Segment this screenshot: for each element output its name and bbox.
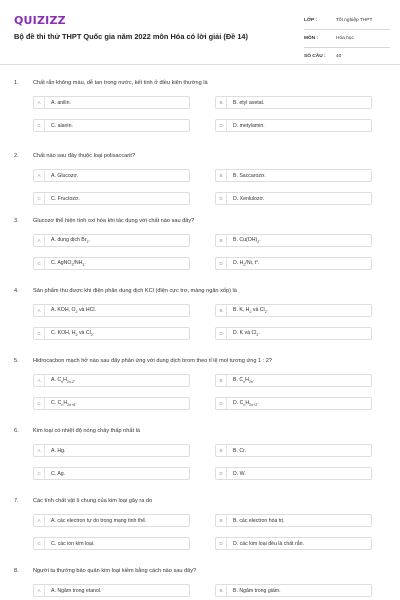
option-letter-badge: A: [34, 305, 45, 316]
option-text: B. $Cu(OH)_2$.: [233, 236, 261, 245]
question-number: 3.: [14, 218, 19, 224]
option-letter-badge: B: [216, 375, 227, 386]
option-letter-badge: C: [34, 538, 45, 549]
option-letter-badge: C: [34, 468, 45, 479]
answer-option-d[interactable]: [215, 397, 372, 410]
question-number: 6.: [14, 428, 19, 434]
answer-option-b[interactable]: [215, 96, 372, 109]
option-text: B. các electron hóa trị.: [233, 517, 285, 524]
option-letter-badge: D: [216, 328, 227, 339]
option-text: B. etyl axetat.: [233, 99, 265, 106]
option-text: A. Hg.: [51, 447, 66, 454]
answer-option-a[interactable]: [33, 234, 190, 247]
option-text: D. Xenlulozơ.: [233, 195, 265, 202]
meta-label: LỚP :: [304, 18, 318, 23]
option-letter-badge: A: [34, 445, 45, 456]
document-title: Bộ đề thi thử THPT Quốc gia năm 2022 môn Hóa có lời giải (Đề 14): [14, 32, 249, 41]
option-letter-badge: B: [216, 305, 227, 316]
option-text: C. Fructozơ.: [51, 195, 80, 202]
option-letter-badge: A: [34, 515, 45, 526]
option-letter-badge: B: [216, 97, 227, 108]
option-letter-badge: A: [34, 235, 45, 246]
answer-option-d[interactable]: [215, 257, 372, 270]
answer-option-a[interactable]: [33, 514, 190, 527]
question-text: Các tính chất vật lí chung của kim loại gây ra do: [33, 498, 153, 504]
option-letter-badge: D: [216, 398, 227, 409]
question-text: Chất nào sau đây thuộc loại polisaccarit?: [33, 153, 135, 159]
option-letter-badge: B: [216, 515, 227, 526]
option-text: A. Ngâm trong etanol.: [51, 587, 102, 594]
question-number: 5.: [14, 358, 19, 364]
option-letter-badge: A: [34, 170, 45, 181]
option-text: B. Cr.: [233, 447, 246, 454]
option-letter-badge: D: [216, 258, 227, 269]
worksheet-header: [0, 0, 400, 65]
answer-option-b[interactable]: [215, 304, 372, 317]
option-text: A. Glucozơ.: [51, 172, 79, 179]
option-text: D. các kim loại đều là chất rắn.: [233, 540, 304, 547]
answer-option-c[interactable]: [33, 467, 190, 480]
option-text: A. dung dịch $Br_2$.: [51, 236, 90, 245]
option-text: B. $C_nH_{2n}$.: [233, 376, 255, 385]
option-letter-badge: B: [216, 235, 227, 246]
question-number: 2.: [14, 153, 19, 159]
answer-option-c[interactable]: [33, 327, 190, 340]
answer-option-a[interactable]: [33, 444, 190, 457]
meta-value: Tốt nghiệp THPT: [336, 18, 373, 23]
question-text: Glucozơ thể hiện tính oxi hóa khi tác dụng với chất nào sau đây?: [33, 218, 195, 224]
meta-value: 40: [336, 54, 342, 59]
answer-option-c[interactable]: [33, 119, 190, 132]
answer-option-d[interactable]: [215, 119, 372, 132]
answer-option-d[interactable]: [215, 537, 372, 550]
question-number: 8.: [14, 568, 19, 574]
answer-option-b[interactable]: [215, 169, 372, 182]
option-letter-badge: A: [34, 97, 45, 108]
meta-label: MÔN :: [304, 36, 319, 41]
answer-option-d[interactable]: [215, 192, 372, 205]
option-letter-badge: D: [216, 120, 227, 131]
answer-option-c[interactable]: [33, 192, 190, 205]
option-text: D. $C_nH_{2n+2}$.: [233, 399, 259, 408]
meta-row-count: [304, 48, 390, 65]
answer-option-a[interactable]: [33, 169, 190, 182]
answer-option-b[interactable]: [215, 444, 372, 457]
option-text: D. W.: [233, 470, 246, 477]
meta-table: [304, 12, 390, 65]
option-text: D. K và $Cl_2$.: [233, 329, 260, 338]
question-text: Hidrocacbon mạch hở nào sau đây phản ứng với dung dịch brom theo tỉ lệ mol tương ứng 1 : 2?: [33, 358, 272, 364]
answer-option-b[interactable]: [215, 584, 372, 597]
answer-option-a[interactable]: [33, 96, 190, 109]
question-text: Kim loại có nhiệt độ nóng chảy thấp nhất là: [33, 428, 140, 434]
option-text: B. Ngâm trong giấm.: [233, 587, 281, 594]
option-text: D. $H_2/Ni$, t°.: [233, 259, 260, 268]
option-text: B. K, $H_2$ và $Cl_2$.: [233, 306, 269, 315]
answer-option-a[interactable]: [33, 374, 190, 387]
option-text: C. $AgNO_3/NH_3$.: [51, 259, 86, 268]
option-letter-badge: C: [34, 120, 45, 131]
option-text: A. KOH, $O_2$ và HCl.: [51, 306, 96, 315]
option-letter-badge: A: [34, 585, 45, 596]
option-letter-badge: C: [34, 193, 45, 204]
option-text: C. $C_nH_{2n+6}$.: [51, 399, 77, 408]
question-text: Chất rắn không màu, dễ tan trong nước, kết tinh ở điều kiện thường là: [33, 80, 208, 86]
option-text: A. các electron tự do trong mạng tinh thể.: [51, 517, 147, 524]
answer-option-c[interactable]: [33, 397, 190, 410]
option-text: A. anilin.: [51, 99, 71, 106]
meta-label: SỐ CÂU :: [304, 54, 326, 59]
answer-option-a[interactable]: [33, 304, 190, 317]
answer-option-a[interactable]: [33, 584, 190, 597]
question-number: 1.: [14, 80, 19, 86]
option-letter-badge: D: [216, 193, 227, 204]
option-letter-badge: C: [34, 258, 45, 269]
option-text: C. KOH, $H_2$ và $Cl_2$.: [51, 329, 95, 338]
meta-row-class: [304, 12, 390, 30]
option-letter-badge: D: [216, 538, 227, 549]
answer-option-b[interactable]: [215, 514, 372, 527]
option-letter-badge: A: [34, 375, 45, 386]
answer-option-c[interactable]: [33, 257, 190, 270]
option-text: C. các ion kim loại.: [51, 540, 95, 547]
option-text: A. $C_nH_{2n-2}$.: [51, 376, 76, 385]
option-letter-badge: B: [216, 445, 227, 456]
option-text: D. metylamin.: [233, 122, 265, 129]
question-text: Sản phẩm thu được khi điện phân dung dịch KCl (điện cực trơ, màng ngăn xốp) là: [33, 288, 237, 294]
quizizz-logo: QUIZIZZ: [14, 14, 66, 27]
option-letter-badge: C: [34, 398, 45, 409]
option-letter-badge: C: [34, 328, 45, 339]
question-number: 4.: [14, 288, 19, 294]
option-letter-badge: B: [216, 170, 227, 181]
option-text: C. Ag.: [51, 470, 66, 477]
answer-option-b[interactable]: [215, 374, 372, 387]
option-letter-badge: D: [216, 468, 227, 479]
answer-option-d[interactable]: [215, 467, 372, 480]
meta-value: Hóa học: [336, 36, 354, 41]
answer-option-c[interactable]: [33, 537, 190, 550]
option-letter-badge: B: [216, 585, 227, 596]
option-text: C. alanin.: [51, 122, 73, 129]
question-text: Người ta thường bảo quản kim loại kiềm bằng cách nào sau đây?: [33, 568, 197, 574]
option-text: B. Saccarozơ.: [233, 172, 266, 179]
answer-option-d[interactable]: [215, 327, 372, 340]
answer-option-b[interactable]: [215, 234, 372, 247]
meta-row-subject: [304, 30, 390, 48]
question-number: 7.: [14, 498, 19, 504]
